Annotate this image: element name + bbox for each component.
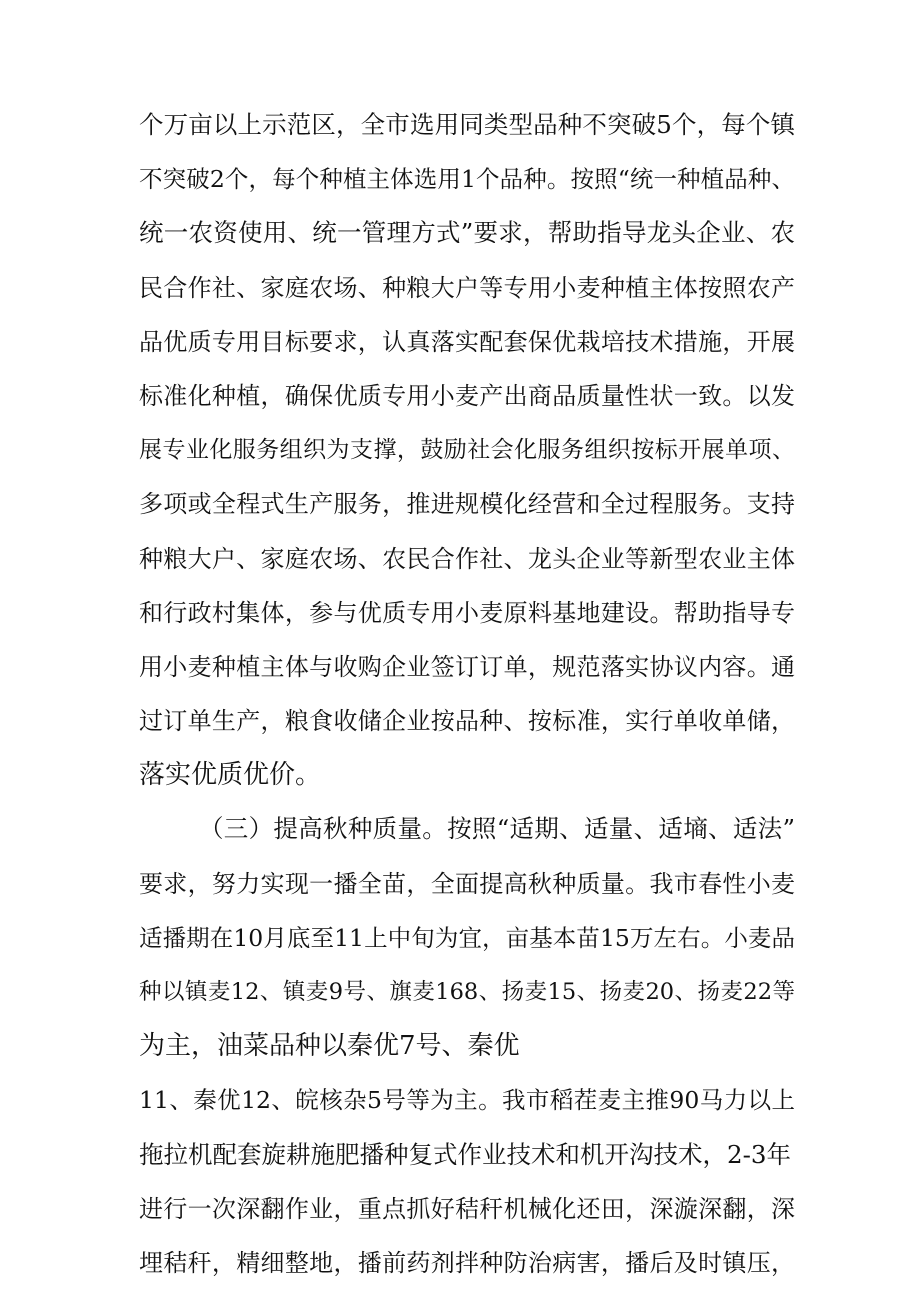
text-line: 展专业化服务组织为支撑，鼓励社会化服务组织按标开展单项、 [139,437,795,464]
text-line: 要求，努力实现一播全苗，全面提高秋种质量。我市春性小麦 [139,869,795,898]
text-line: 统一农资使用、统一管理方式”要求，帮助指导龙头企业、农 [139,218,795,248]
text-line: 个万亩以上示范区，全市选用同类型品种不突破5个，每个镇 [139,110,795,139]
text-line: 不突破2个，每个种植主体选用1个品种。按照“统一种植品种、 [139,165,795,194]
text-line: 品优质专用目标要求，认真落实配套保优栽培技术措施，开展 [139,327,795,356]
text-line: 为主，油菜品种以秦优7号、秦优 [139,1031,520,1062]
text-line: 种粮大户、家庭农场、农民合作社、龙头企业等新型农业主体 [139,544,795,573]
text-line: 进行一次深翻作业，重点抓好秸秆机械化还田，深漩深翻，深 [139,1194,795,1223]
text-line: 民合作社、家庭农场、种粮大户等专用小麦种植主体按照农产 [139,273,795,302]
section-heading-line: （三）提高秋种质量。按照“适期、适量、适墒、适法” [199,814,795,844]
text-line: 拖拉机配套旋耕施肥播种复式作业技术和机开沟技术，2-3年 [139,1139,791,1169]
text-line: 多项或全程式生产服务，推进规模化经营和全过程服务。支持 [139,490,795,519]
text-line: 用小麦种植主体与收购企业签订订单，规范落实协议内容。通 [139,652,795,681]
body-text [139,98,795,1290]
text-line: 埋秸秆，精细整地，播前药剂拌种防治病害，播后及时镇压， [139,1248,795,1277]
text-line: 和行政村集体，参与优质专用小麦原料基地建设。帮助指导专 [139,598,795,627]
text-line: 11、秦优12、皖核杂5号等为主。我市稻茬麦主推90马力以上 [139,1086,795,1115]
text-line: 适播期在10月底至11上中旬为宜，亩基本苗15万左右。小麦品 [139,923,795,952]
text-line: 标准化种植，确保优质专用小麦产出商品质量性状一致。以发 [139,381,795,410]
text-line: 过订单生产，粮食收储企业按品种、按标准，实行单收单储， [139,707,795,736]
text-line: 种以镇麦12、镇麦9号、旗麦168、扬麦15、扬麦20、扬麦22等 [139,979,795,1005]
paragraph-end-line: 落实优质优价。 [139,760,322,791]
